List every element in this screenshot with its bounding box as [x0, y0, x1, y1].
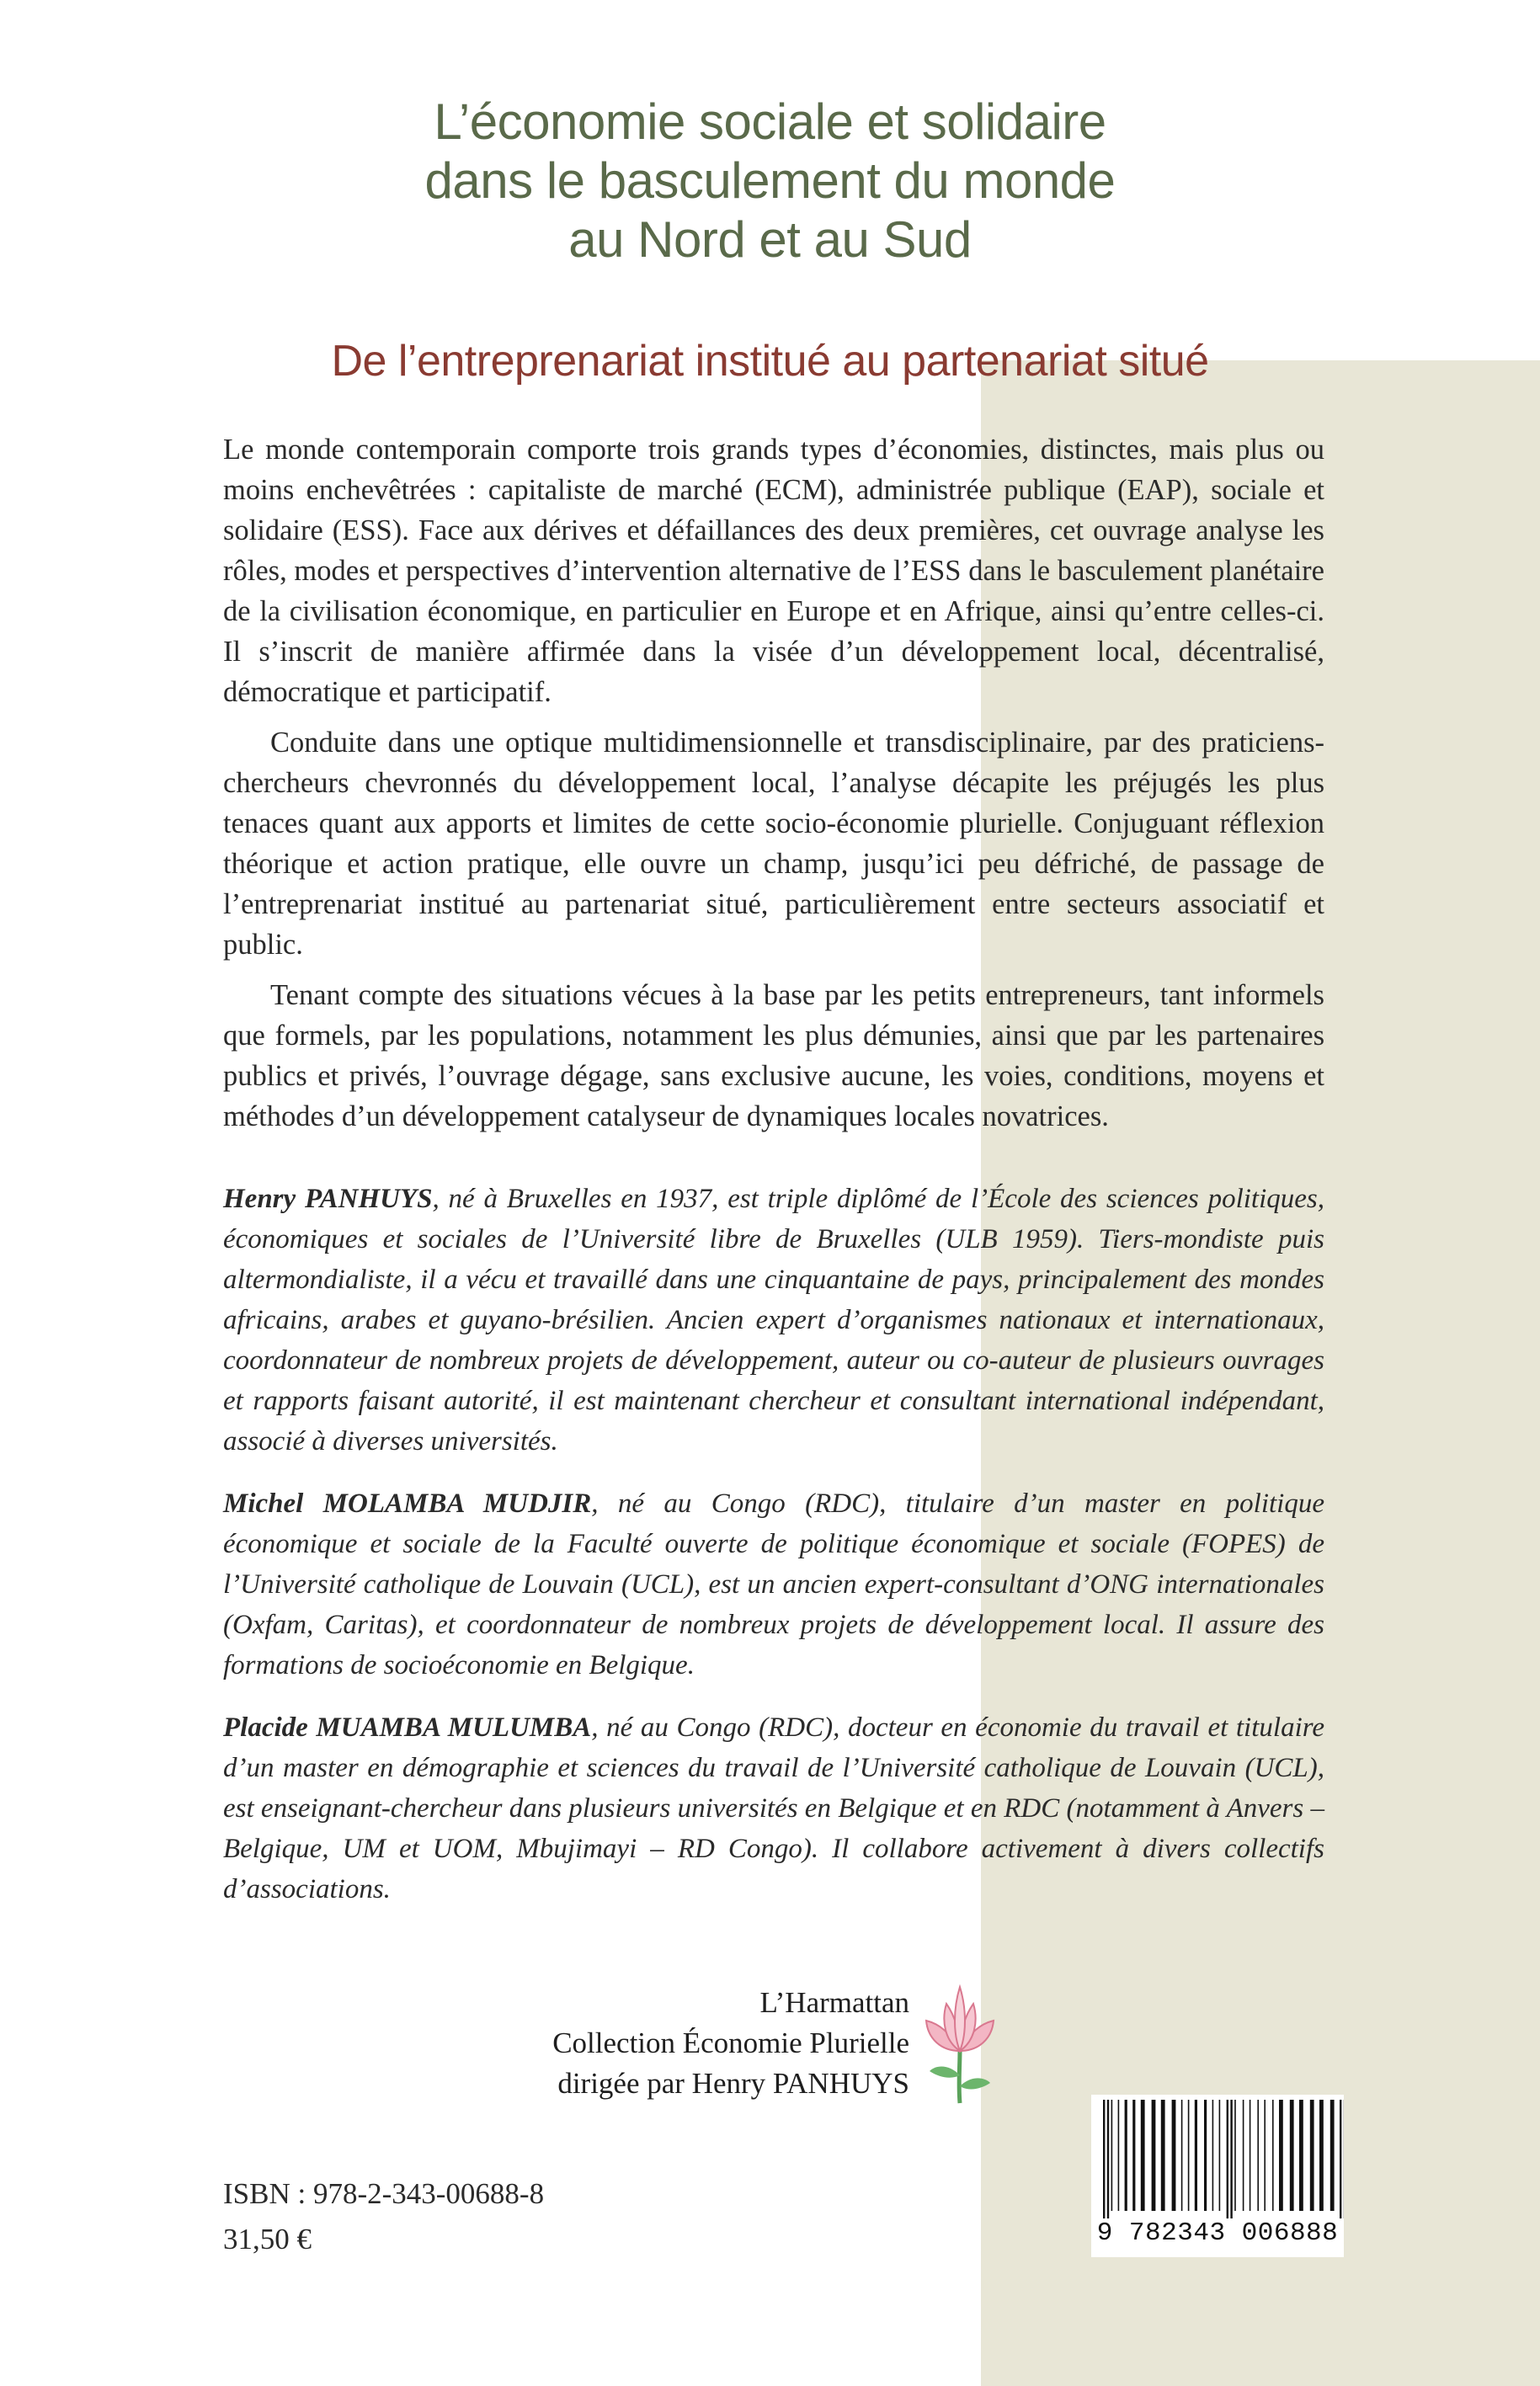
author-bio-text-2: , né au Congo (RDC), titulaire d’un master en politique économique et sociale de la Faculté ouverte de politique économique et sociale (FOPES) de l’Université catholique de Louvain (UCL), est un ancien expert-consultant d’ONG internationales (Oxfam, Caritas), et coordonnateur de nombreux projets de développement local. Il assure des formations de socioéconomie en Belgique.: [223, 1489, 1324, 1680]
author-name-2: Michel MOLAMBA MUDJIR: [223, 1489, 592, 1519]
author-bios: [223, 1179, 1324, 1931]
summary-paragraph-1: Le monde contemporain comporte trois grands types d’économies, distinctes, mais plus ou moins enchevêtrées : capitaliste de marché (ECM), administrée publique (EAP), sociale et solidaire (ESS). Face aux dérives et défaillances des deux premières, cet ouvrage analyse les rôles, modes et perspectives d’intervention alternative de l’ESS dans le basculement planétaire de la civilisation économique, en particulier en Europe et en Afrique, ainsi qu’entre celles-ci. Il s’inscrit de manière affirmée dans la visée d’un développement local, décentralisé, démocratique et participatif.: [223, 434, 1324, 708]
book-title: [0, 93, 1540, 269]
author-name-1: Henry PANHUYS: [223, 1184, 433, 1214]
book-subtitle: De l’entreprenariat institué au partenariat situé: [331, 337, 1209, 386]
summary-paragraph-2: Conduite dans une optique multidimensionnelle et transdisciplinaire, par des praticiens-chercheurs chevronnés du développement local, l’analyse décapite les préjugés les plus tenaces quant aux apports et limites de cette socio-économie plurielle. Conjuguant réflexion théorique et action pratique, elle ouvre un champ, jusqu’ici peu défriché, de passage de l’entreprenariat institué au partenariat situé, particulièrement entre secteurs associatif et public.: [223, 727, 1324, 961]
summary-text: [223, 429, 1324, 1147]
author-bio-text-1: , né à Bruxelles en 1937, est triple diplômé de l’École des sciences politiques, économiques et sociales de l’Université libre de Bruxelles (ULB 1959). Tiers-mondiste puis altermondialiste, il a vécu et travaillé dans une cinquantaine de pays, principalement des mondes africains, arabes et guyano-brésilien. Ancien expert d’organismes nationaux et internationaux, coordonnateur de nombreux projets de développement, auteur ou co-auteur de plusieurs ouvrages et rapports faisant autorité, il est maintenant chercheur et consultant international indépendant, associé à diverses universités.: [223, 1184, 1324, 1457]
price: 31,50 €: [223, 2223, 312, 2256]
lotus-flower-icon: [916, 1970, 1004, 2105]
collection-director: dirigée par Henry PANHUYS: [557, 2067, 909, 2100]
author-bio-text-3: , né au Congo (RDC), docteur en économie du travail et titulaire d’un master en démographie et sciences du travail de l’Université catholique de Louvain (UCL), est enseignant-chercheur dans plusieurs universités en Belgique et en RDC (notamment à Anvers – Belgique, UM et UOM, Mbujimayi – RD Congo). Il collabore activement à divers collectifs d’associations.: [223, 1712, 1324, 1904]
author-bio-3: [223, 1707, 1324, 1909]
collection-name: Collection Économie Plurielle: [552, 2027, 909, 2059]
author-name-3: Placide MUAMBA MULUMBA: [223, 1712, 592, 1743]
author-bio-1: [223, 1179, 1324, 1462]
title-line-1: L’économie sociale et solidaire: [434, 93, 1106, 150]
barcode-digits: 9 782343 006888: [1091, 2218, 1344, 2248]
publisher-block: [438, 1983, 909, 2104]
author-bio-2: [223, 1483, 1324, 1686]
barcode-bars: [1091, 2095, 1344, 2221]
title-line-3: au Nord et au Sud: [568, 211, 972, 268]
title-line-2: dans le basculement du monde: [424, 152, 1116, 209]
isbn: ISBN : 978-2-343-00688-8: [223, 2177, 545, 2210]
publisher-name: L’Harmattan: [759, 1986, 909, 2019]
summary-paragraph-3: Tenant compte des situations vécues à la base par les petits entrepreneurs, tant informels que formels, par les populations, notamment les plus démunies, ainsi que par les partenaires publics et privés, l’ouvrage dégage, sans exclusive aucune, les voies, conditions, moyens et méthodes d’un développement catalyseur de dynamiques locales novatrices.: [223, 979, 1324, 1132]
